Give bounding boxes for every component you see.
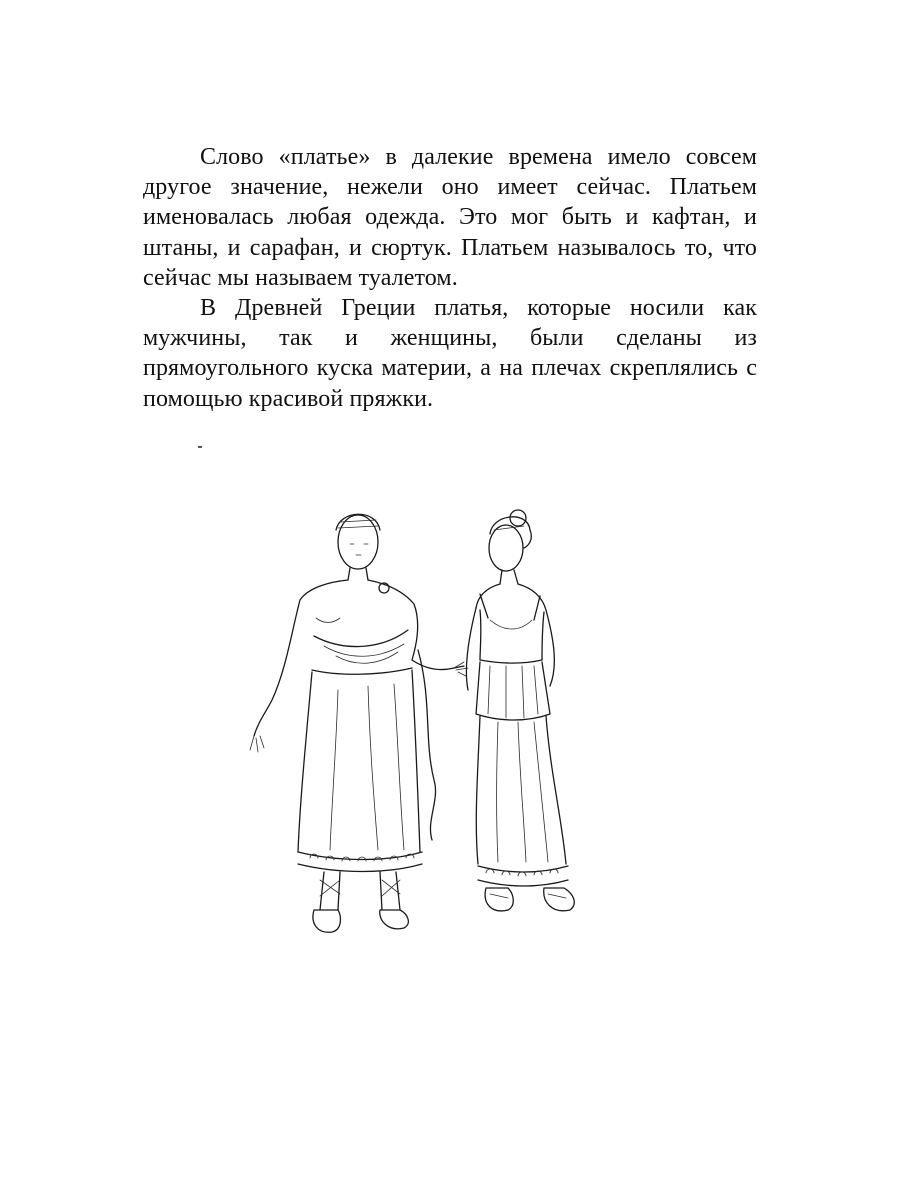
woman-figure — [466, 510, 574, 911]
paragraph-dress-meaning: Слово «платье» в далекие времена имело совсем другое значение, нежели оно имеет сейчас. Платьем именовалась любая одежда. Это мог быть и кафтан, и штаны, и сарафан, и сюртук. Платьем называлось то, что сейчас мы называем туалетом. — [143, 144, 757, 291]
text-block — [143, 142, 757, 414]
man-figure — [250, 514, 468, 932]
paragraph-ancient-greece: В Древней Греции платья, которые носили как мужчины, так и женщины, были сделаны из прямоугольного куска материи, а на плечах скреплялись с помощью красивой пряжки. — [143, 295, 757, 412]
stray-ink-mark — [198, 446, 202, 448]
greek-clothing-illustration — [228, 500, 608, 960]
